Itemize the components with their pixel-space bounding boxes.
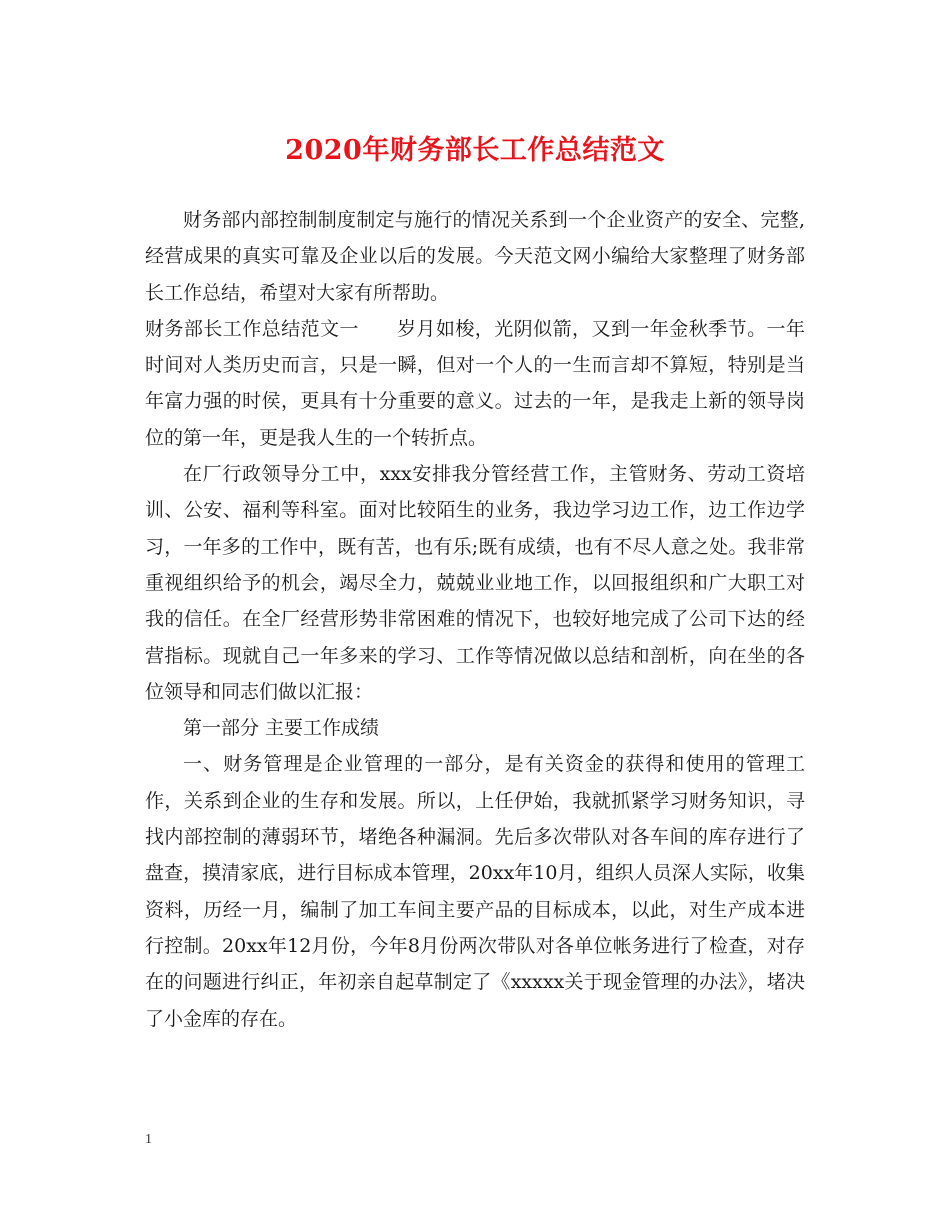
intro-paragraph: 财务部内部控制制度制定与施行的情况关系到一个企业资产的安全、完整,经营成果的真实可靠及企业以后的发展。今天范文网小编给大家整理了财务部长工作总结，希望对大家有所帮助。: [145, 209, 805, 304]
sample-paragraph: [145, 311, 805, 456]
section-heading: 第一部分 主要工作成绩: [183, 717, 380, 740]
document-title: 2020年财务部长工作总结范文: [285, 135, 665, 166]
page-number: 1: [145, 1132, 152, 1147]
sample-text: 岁月如梭，光阴似箭，又到一年金秋季节。一年时间对人类历史而言，只是一瞬，但对一个人的一生而言却不算短，特别是当年富力强的时侯，更具有十分重要的意义。过去的一年，是我走上新的领导岗位的第一年，更是我人生的一个转折点。: [145, 317, 805, 449]
document-body: [145, 202, 805, 1037]
work-assignment-paragraph: 在厂行政领导分工中，xxx安排我分管经营工作，主管财务、劳动工资培训、公安、福利等科室。面对比较陌生的业务，我边学习边工作，边工作边学习，一年多的工作中，既有苦，也有乐;既有成绩，也有不尽人意之处。我非常重视组织给予的机会，竭尽全力，兢兢业业地工作，以回报组织和广大职工对我的信任。在全厂经营形势非常困难的情况下，也较好地完成了公司下达的经营指标。现就自己一年多来的学习、工作等情况做以总结和剖析，向在坐的各位领导和同志们做以汇报：: [145, 463, 805, 703]
financial-management-paragraph: 一、财务管理是企业管理的一部分，是有关资金的获得和使用的管理工作，关系到企业的生存和发展。所以，上任伊始，我就抓紧学习财务知识，寻找内部控制的薄弱环节，堵绝各种漏洞。先后多次带队对各车间的库存进行了盘查，摸清家底，进行目标成本管理，20xx年10月，组织人员深人实际，收集资料，历经一月，编制了加工车间主要产品的目标成本，以此，对生产成本进行控制。20xx年12月份，今年8月份两次带队对各单位帐务进行了检查，对存在的问题进行纠正，年初亲自起草制定了《xxxxx关于现金管理的办法》，堵决了小金库的存在。: [145, 753, 805, 1030]
sample-label: 财务部长工作总结范文一: [145, 317, 359, 340]
